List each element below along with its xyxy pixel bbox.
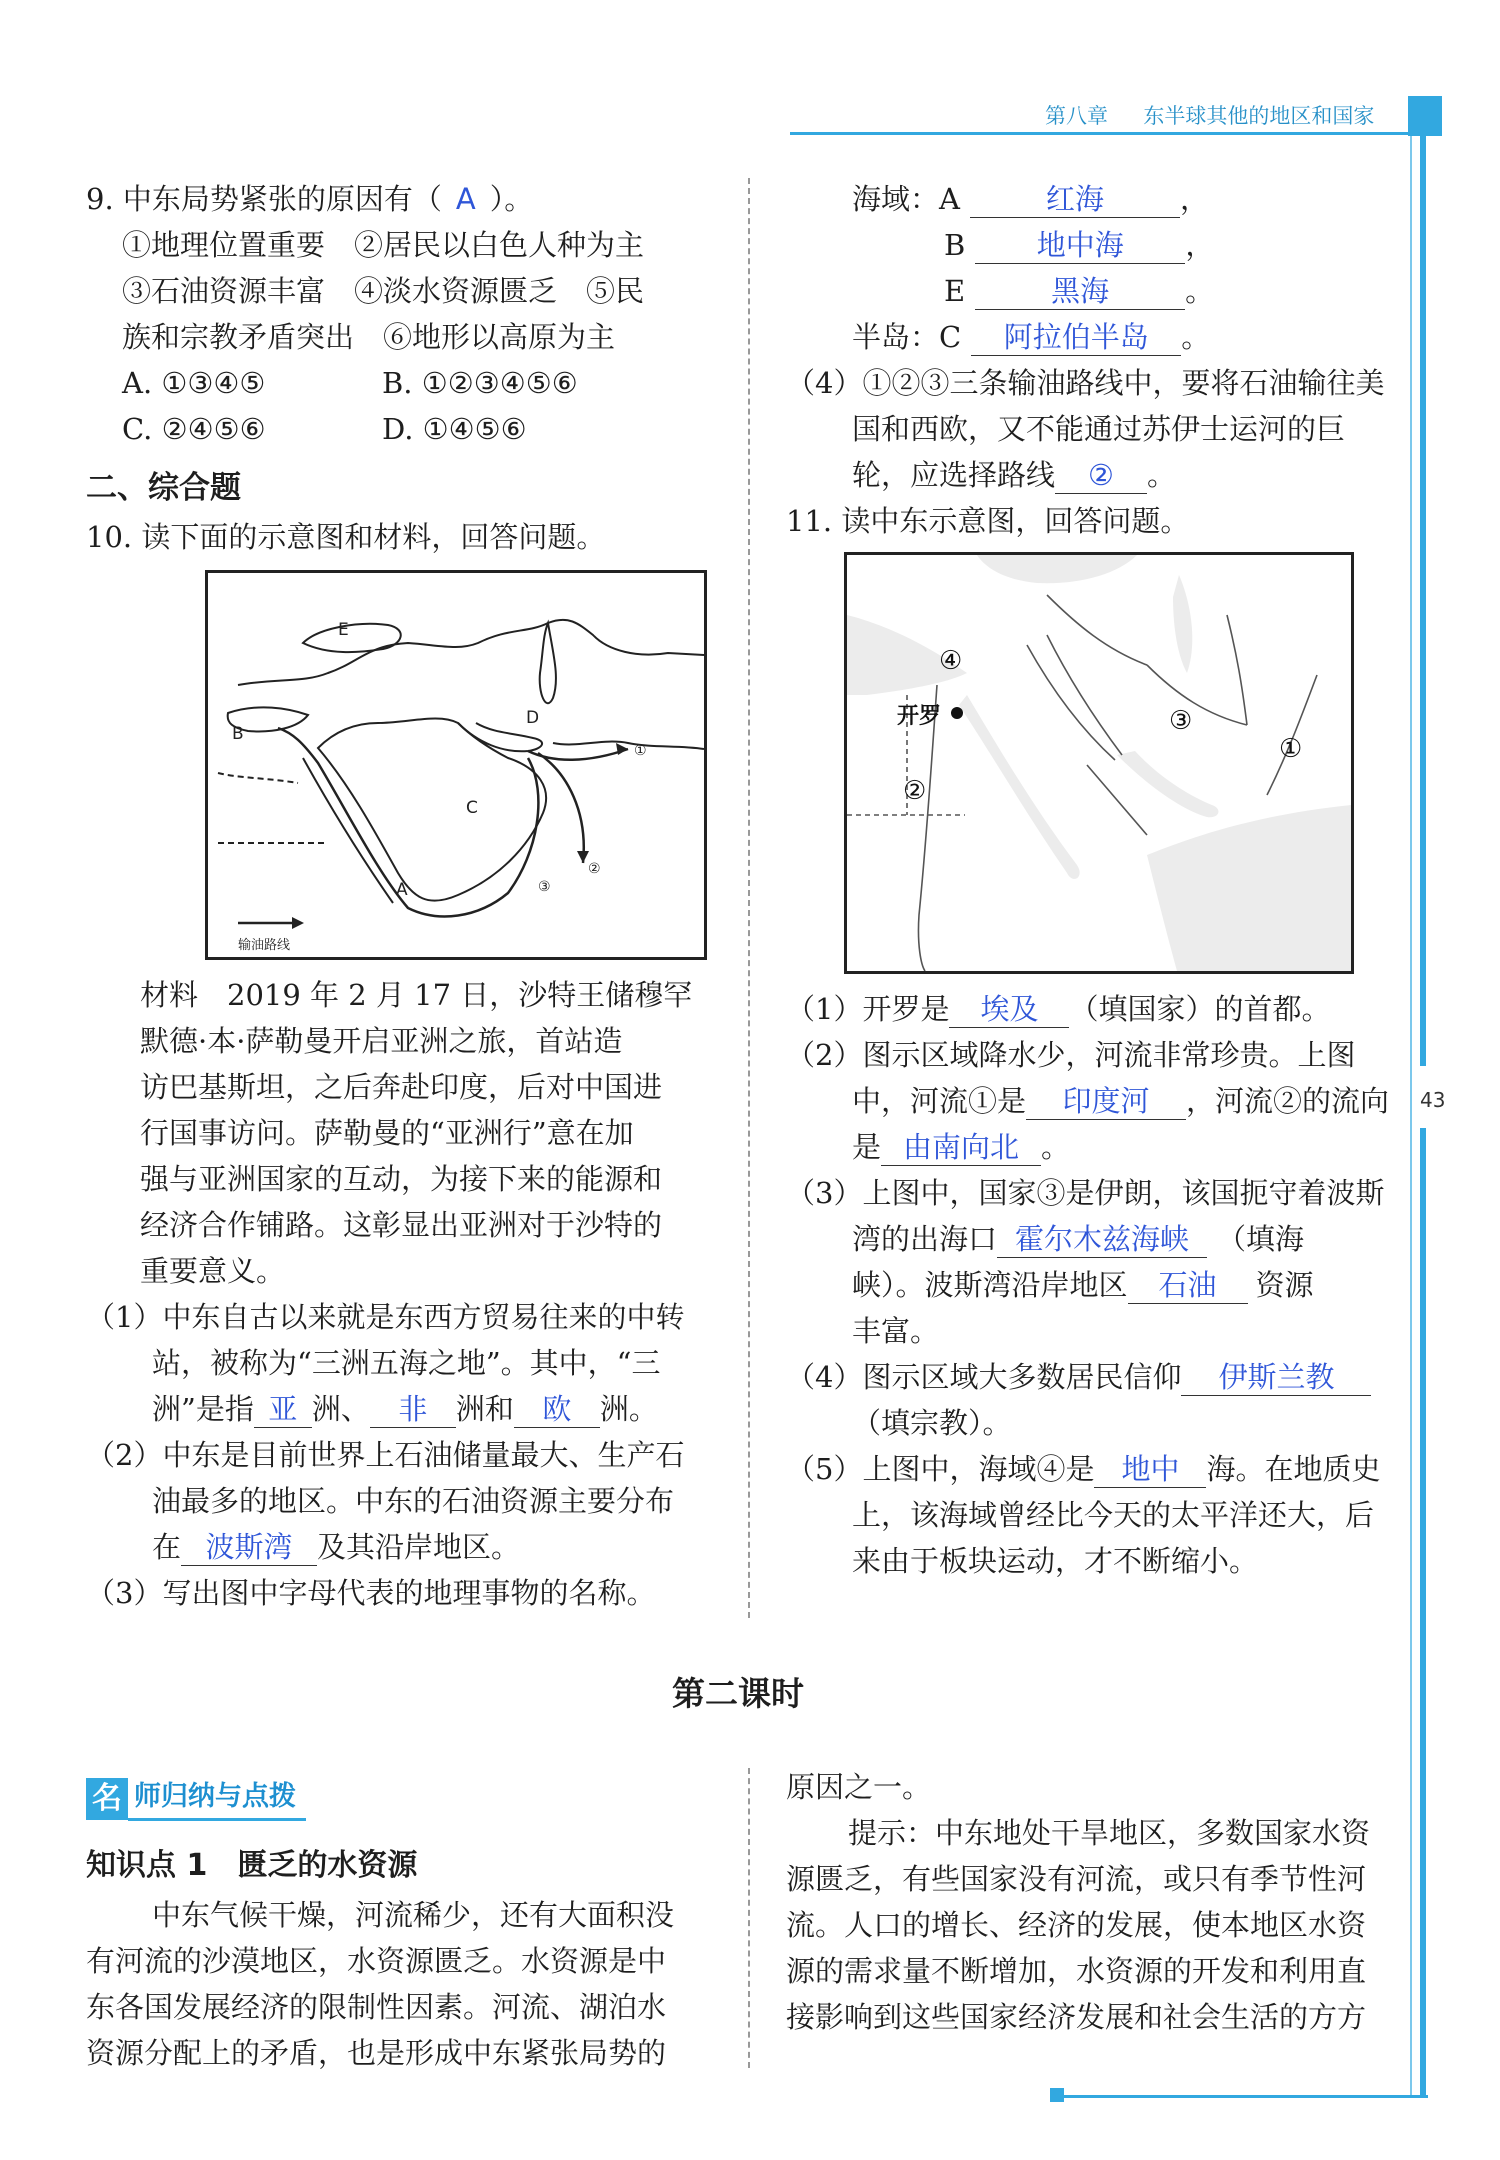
q11-p3-line3: 峡）。波斯湾沿岸地区 石油 资源 (852, 1268, 1314, 1302)
chapter-label: 第八章 (1045, 104, 1108, 128)
q10-material-7: 重要意义。 (140, 1254, 286, 1288)
section2-title: 二、综合题 (86, 470, 241, 506)
q10-p1-answer-2: 非 (370, 1391, 456, 1428)
column-divider (748, 178, 750, 1618)
column-divider-bottom (748, 1768, 750, 2068)
footer-square (1050, 2088, 1064, 2102)
tips-left-3: 东各国发展经济的限制性因素。河流、湖泊水 (86, 1990, 667, 2024)
q10-sea-a-answer: 红海 (970, 181, 1180, 218)
q10-route-1-label: ① (634, 743, 647, 759)
q10-peninsula-row: 半岛：C 阿拉伯半岛 。 (852, 320, 1211, 354)
q10-map-red-sea (303, 758, 393, 903)
q11-p1: （1）开罗是 埃及 （填国家）的首都。 (786, 992, 1331, 1026)
q9-options-line2: ③石油资源丰富 ④淡水资源匮乏 ⑤民 (122, 274, 645, 308)
q11-stem: 11. 读中东示意图，回答问题。 (786, 504, 1190, 538)
q11-marker-2: ② (903, 776, 927, 806)
q10-p2-line1: （2）中东是目前世界上石油储量最大、生产石 (86, 1438, 685, 1472)
q10-route-1-arrowhead (616, 743, 628, 755)
q11-cairo-label: 开罗 (897, 704, 942, 729)
q10-map-east-coast (553, 742, 704, 749)
tips-title: 师归纳与点拨 (128, 1776, 306, 1821)
tips-right-2: 源匮乏，有些国家没有河流，或只有季节性河 (786, 1862, 1367, 1896)
q11-p5-line2: 上，该海域曾经比今天的太平洋还大，后 (852, 1498, 1375, 1532)
lesson-title: 第二课时 (672, 1674, 804, 1713)
q11-p2-line3: 是 由南向北 。 (852, 1130, 1071, 1164)
chapter-title: 东半球其他的地区和国家 (1143, 104, 1375, 128)
q10-sea-e-answer: 黑海 (975, 273, 1185, 310)
margin-bar-inner (1410, 136, 1412, 2096)
q10-p4-line1: （4）①②③三条输油路线中，要将石油输往美 (786, 366, 1385, 400)
q11-p2-line1: （2）图示区域降水少，河流非常珍贵。上图 (786, 1038, 1356, 1072)
q9-choice-d: D. ①④⑤⑥ (382, 412, 527, 446)
q11-p1-answer: 埃及 (949, 991, 1069, 1028)
q9-choice-b: B. ①②③④⑤⑥ (382, 366, 578, 400)
q10-map-caspian (540, 623, 556, 703)
q10-middle-east-map (205, 570, 707, 960)
q10-p2-line3: 在 波斯湾 及其沿岸地区。 (152, 1530, 521, 1564)
tips-right-3: 流。人口的增长、经济的发展，使本地区水资 (786, 1908, 1367, 1942)
q10-p1-line3: 洲”是指 亚 洲、 非 洲和 欧 洲。 (152, 1392, 658, 1426)
tips-right-4: 源的需求量不断增加，水资源的开发和利用直 (786, 1954, 1367, 1988)
q11-marker-1: ① (1279, 734, 1303, 764)
q9-stem: 9. 中东局势紧张的原因有（ A ）。 (86, 182, 534, 216)
q11-marker-3: ③ (1169, 706, 1193, 736)
q10-map-coast-north (238, 620, 704, 685)
q10-p3: （3）写出图中字母代表的地理事物的名称。 (86, 1576, 656, 1610)
q9-answer: A (455, 182, 476, 216)
q9-choice-c: C. ②④⑤⑥ (122, 412, 266, 446)
q10-material-5: 强与亚洲国家的互动，为接下来的能源和 (140, 1162, 663, 1196)
q10-map-arabia (318, 719, 546, 901)
margin-bar-bottom (1420, 1128, 1426, 2098)
q11-p5-line3: 来由于板块运动，才不断缩小。 (852, 1544, 1259, 1578)
q11-p2-line2: 中，河流①是 印度河 ，河流②的流向 (852, 1084, 1390, 1118)
q9-options-line1: ①地理位置重要 ②居民以白色人种为主 (122, 228, 645, 262)
q10-material-4: 行国事访问。萨勒曼的“亚洲行”意在加 (140, 1116, 634, 1150)
q11-middle-east-map (844, 552, 1354, 974)
q10-legend-label: 输油路线 (238, 938, 291, 953)
q10-sea-a-row: 海域：A 红海 ， (852, 182, 1209, 216)
q10-p4-line3: 轮，应选择路线 ② 。 (852, 458, 1177, 492)
q10-p1-line1: （1）中东自古以来就是东西方贸易往来的中转 (86, 1300, 685, 1334)
kp-title: 知识点 1 匮乏的水资源 (86, 1848, 418, 1883)
q10-label-e: E (338, 620, 349, 640)
q9-choice-a: A. ①③④⑤ (122, 366, 266, 400)
page-header (0, 0, 1500, 140)
q10-p1-answer-1: 亚 (254, 1391, 312, 1428)
tips-banner (86, 1776, 306, 1818)
q11-p3-answer-2: 石油 (1128, 1267, 1248, 1304)
q10-material-1: 材料 2019 年 2 月 17 日，沙特王储穆罕 (140, 978, 693, 1012)
tips-badge: 名 (86, 1778, 128, 1820)
tips-left-2: 有河流的沙漠地区，水资源匮乏。水资源是中 (86, 1944, 667, 1978)
q10-label-c: C (466, 798, 478, 818)
q10-sea-e-row: E 黑海 。 (944, 274, 1215, 308)
q11-p4-line1: （4）图示区域大多数居民信仰 伊斯兰教 (786, 1354, 1371, 1400)
q10-label-d: D (526, 708, 540, 728)
q10-map-black-sea (303, 624, 401, 652)
q10-p1-line2: 站，被称为“三洲五海之地”。其中，“三 (152, 1346, 661, 1380)
q10-material-3: 访巴基斯坦，之后奔赴印度，后对中国进 (140, 1070, 663, 1104)
q10-p4-line2: 国和西欧，又不能通过苏伊士运河的巨 (852, 412, 1346, 446)
q10-sea-b-answer: 地中海 (975, 227, 1185, 264)
q11-p3-answer-1: 霍尔木兹海峡 (997, 1221, 1207, 1258)
margin-bar-top (1420, 136, 1426, 1066)
q11-p2-answer-1: 印度河 (1026, 1083, 1186, 1120)
q10-label-b: B (232, 724, 244, 744)
tips-right-0: 原因之一。 (786, 1770, 932, 1804)
tips-right-1: 提示：中东地处干旱地区，多数国家水资 (848, 1816, 1371, 1850)
q11-p3-line2: 湾的出海口 霍尔木兹海峡 （填海 (852, 1222, 1305, 1256)
tips-left-4: 资源分配上的矛盾，也是形成中东紧张局势的 (86, 2036, 667, 2070)
page-number: 43 (1420, 1088, 1446, 1112)
footer-rule (1060, 2095, 1428, 2098)
q11-marker-4: ④ (939, 646, 963, 676)
q11-p3-line4: 丰富。 (852, 1314, 940, 1348)
q11-cairo-dot (951, 707, 963, 719)
q10-p2-line2: 油最多的地区。中东的石油资源主要分布 (152, 1484, 675, 1518)
tips-left-1: 中东气候干燥，河流稀少，还有大面积没 (152, 1898, 675, 1932)
q10-p4-answer: ② (1055, 457, 1147, 494)
q10-material-2: 默德·本·萨勒曼开启亚洲之旅，首站造 (140, 1024, 623, 1058)
q10-sea-b-row: B 地中海 ， (944, 228, 1215, 262)
q11-p2-answer-2: 由南向北 (881, 1129, 1041, 1166)
q10-route-3-label: ③ (538, 879, 551, 895)
q10-p2-answer: 波斯湾 (181, 1529, 317, 1566)
q10-legend-arrowhead (292, 917, 304, 929)
q11-p5-line1: （5）上图中，海域④是 地中 海。在地质史 (786, 1452, 1381, 1486)
q10-stem: 10. 读下面的示意图和材料，回答问题。 (86, 520, 606, 554)
q10-p1-answer-3: 欧 (514, 1391, 600, 1428)
q10-label-a: A (396, 880, 408, 900)
q10-map-border-africa (218, 773, 328, 843)
q11-p5-answer: 地中 (1094, 1451, 1206, 1488)
q9-options-line3: 族和宗教矛盾突出 ⑥地形以高原为主 (122, 320, 616, 354)
tips-right-5: 接影响到这些国家经济发展和社会生活的方方 (786, 2000, 1367, 2034)
header-tab (1408, 96, 1442, 136)
q10-route-2-label: ② (588, 861, 601, 877)
q10-peninsula-answer: 阿拉伯半岛 (971, 319, 1181, 356)
q11-p3-line1: （3）上图中，国家③是伊朗，该国扼守着波斯 (786, 1176, 1385, 1210)
header-rule (790, 132, 1410, 135)
q10-material-6: 经济合作铺路。这彰显出亚洲对于沙特的 (140, 1208, 663, 1242)
q11-p4-line2: （填宗教）。 (852, 1406, 1012, 1440)
q11-p4-answer: 伊斯兰教 (1181, 1359, 1371, 1396)
